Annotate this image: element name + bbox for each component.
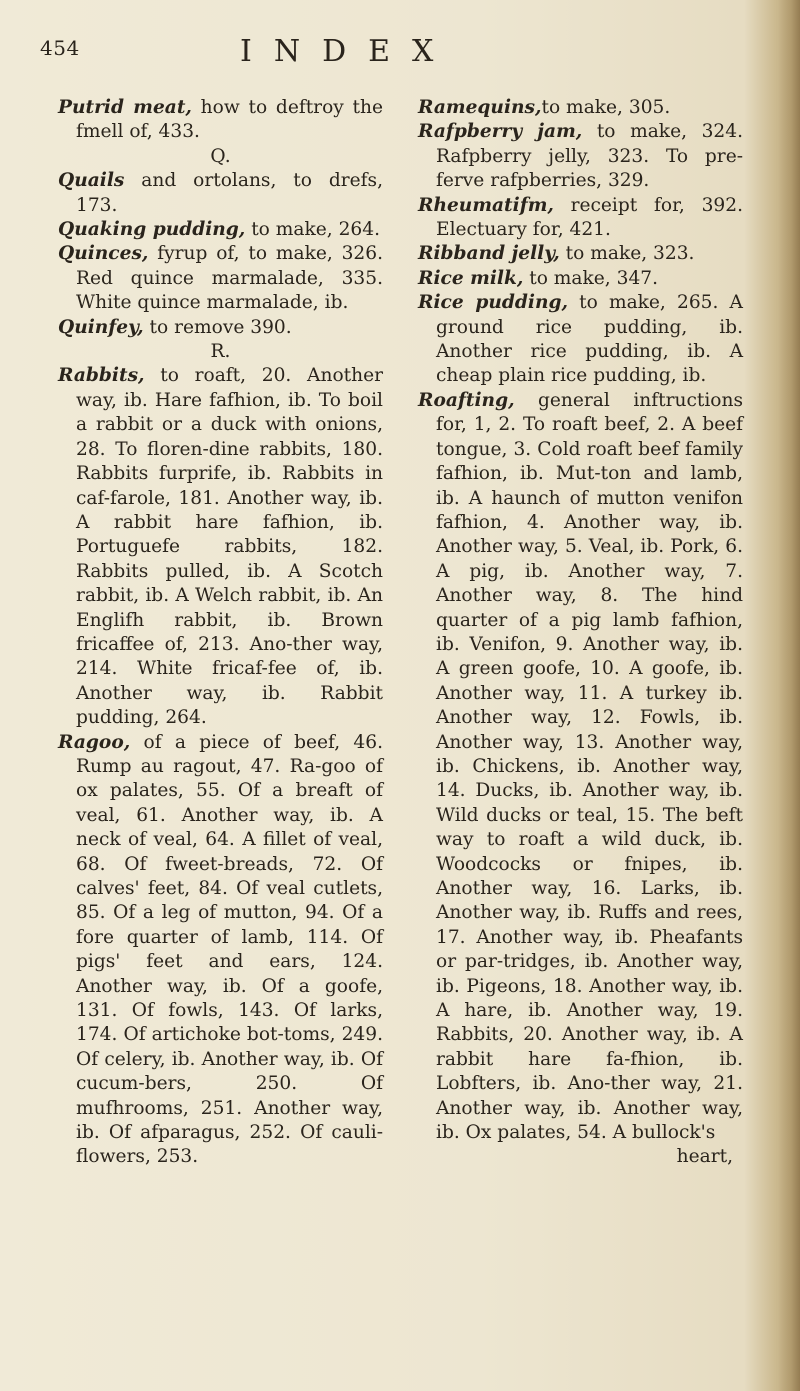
entry-headword: Quails: [58, 170, 125, 192]
entry-text: and ortolans, to drefs, 173.: [76, 170, 383, 216]
page-title: INDEX: [240, 34, 456, 69]
entry-text: to make, 265. A ground rice pudding, ib. Another rice pudding, ib. A cheap plain rice pudding, ib.: [436, 292, 743, 387]
entry-headword: Rafpberry jam,: [418, 121, 583, 143]
entry-headword: Rice milk,: [418, 267, 524, 289]
entry-text: fyrup of, to make, 326. Red quince marmalade, 335. White quince marmalade, ib.: [76, 243, 383, 314]
entry-text: general inftructions for, 1, 2. To roaft beef, 2. A beef tongue, 3. Cold roaft beef family fafhion, ib. Mut-ton and lamb, ib. A haunch of mutton venifon fafhion, 4. Another way, ib. Another way, 5. Veal, ib. Pork, 6. A pig, ib. Another way, 7. Another way, 8. The hind quarter of a pig lamb fafhion, ib. Venifon, 9. Another way, ib. A green goofe, 10. A goofe, ib. Another way, 11. A turkey ib. Another way, 12. Fowls, ib. Another way, 13. Another way, ib. Chickens, ib. Another way, 14. Ducks, ib. Another way, ib. Wild ducks or teal, 15. The beft way to roaft a wild duck, ib. Woodcocks or fnipes, ib. Another way, 16. Larks, ib. Another way, ib. Ruffs and rees, 17. Another way, ib. Pheafants or par-tridges, ib. Another way, ib. Pigeons, 18. Another way, ib. A hare, ib. Another way, 19. Rabbits, 20. Another way, ib. A rabbit hare fa-fhion, ib. Lobfters, ib. Ano-ther way, 21. Another way, ib. Another way, ib. Ox palates, 54. A bullock's: [436, 389, 743, 1144]
entry-headword: Ribband jelly,: [418, 243, 560, 265]
index-entry: [418, 120, 743, 193]
index-entry: [418, 291, 743, 389]
page-number: 454: [40, 36, 80, 60]
entry-headword: Rheumatifm,: [418, 194, 554, 216]
entry-text: to roaft, 20. Another way, ib. Hare fafhion, ib. To boil a rabbit or a duck with onions, 28. To floren-dine rabbits, 180. Rabbits furprife, ib. Rabbits in caf-farole, 181. Another way, ib. A rabbit hare fafhion, ib. Portuguefe rabbits, 182. Rabbits pulled, ib. A Scotch rabbit, ib. A Welch rabbit, ib. An Englifh rabbit, ib. Brown fricaffee of, 213. Ano-ther way, 214. White fricaf-fee of, ib. Another way, ib. Rabbit pudding, 264.: [76, 365, 383, 729]
index-entry: [418, 96, 743, 120]
entry-text: to make, 324. Rafpberry jelly, 323. To pre-ferve rafpberries, 329.: [436, 121, 743, 192]
section-letter: Q.: [210, 145, 231, 167]
entry-headword: Roafting,: [418, 389, 515, 411]
entry-headword: Quinfey,: [58, 316, 144, 338]
index-entry: [58, 731, 383, 1170]
entry-headword: Putrid meat,: [58, 97, 192, 118]
entry-headword: Rabbits,: [58, 365, 145, 387]
entry-text: to remove 390.: [143, 316, 292, 338]
index-entry: [418, 242, 743, 266]
index-entry: [58, 242, 383, 315]
index-entry: [58, 169, 383, 218]
index-entry: [58, 218, 383, 242]
index-column-left: [58, 96, 383, 1170]
entry-text: of a piece of beef, 46. Rump au ragout, 47. Ra-goo of ox palates, 55. Of a breaft of veal, 61. Another way, ib. A neck of veal, 64. A fillet of veal, 68. Of fweet-breads, 72. Of calves' feet, 84. Of veal cutlets, 85. Of a leg of mutton, 94. Of a fore quarter of lamb, 114. Of pigs' feet and ears, 124. Another way, ib. Of a goofe, 131. Of fowls, 143. Of larks, 174. Of artichoke bot-toms, 249. Of celery, ib. Another way, ib. Of cucum-bers, 250. Of mufhrooms, 251. Another way, ib. Of afparagus, 252. Of cauli-flowers, 253.: [76, 731, 383, 1168]
section-letter: R.: [210, 341, 231, 363]
index-entry: [58, 316, 383, 340]
index-entry: [418, 389, 743, 1146]
entry-text: to make, 323.: [559, 243, 695, 265]
page-header: [40, 34, 740, 74]
entry-headword: Quaking pudding,: [58, 219, 246, 241]
entry-headword: Rice pudding,: [418, 292, 568, 314]
entry-text: to make, 347.: [523, 267, 659, 289]
catchword: heart,: [676, 1146, 733, 1168]
index-column-right: [418, 96, 743, 1170]
entry-headword: Ragoo,: [58, 731, 131, 753]
entry-text: to make, 305.: [541, 97, 671, 118]
index-entry: [418, 194, 743, 243]
index-entry: [418, 267, 743, 291]
index-entry: [58, 96, 383, 145]
entry-headword: Quinces,: [58, 243, 149, 265]
entry-text: how to deftroy the fmell of, 433.: [76, 97, 383, 143]
index-entry: [58, 364, 383, 730]
entry-headword: Ramequins,: [418, 97, 542, 118]
page-edge-shadow: [778, 0, 800, 1391]
entry-text: to make, 264.: [245, 219, 380, 241]
entry-text: receipt for, 392. Electuary for, 421.: [436, 194, 743, 241]
